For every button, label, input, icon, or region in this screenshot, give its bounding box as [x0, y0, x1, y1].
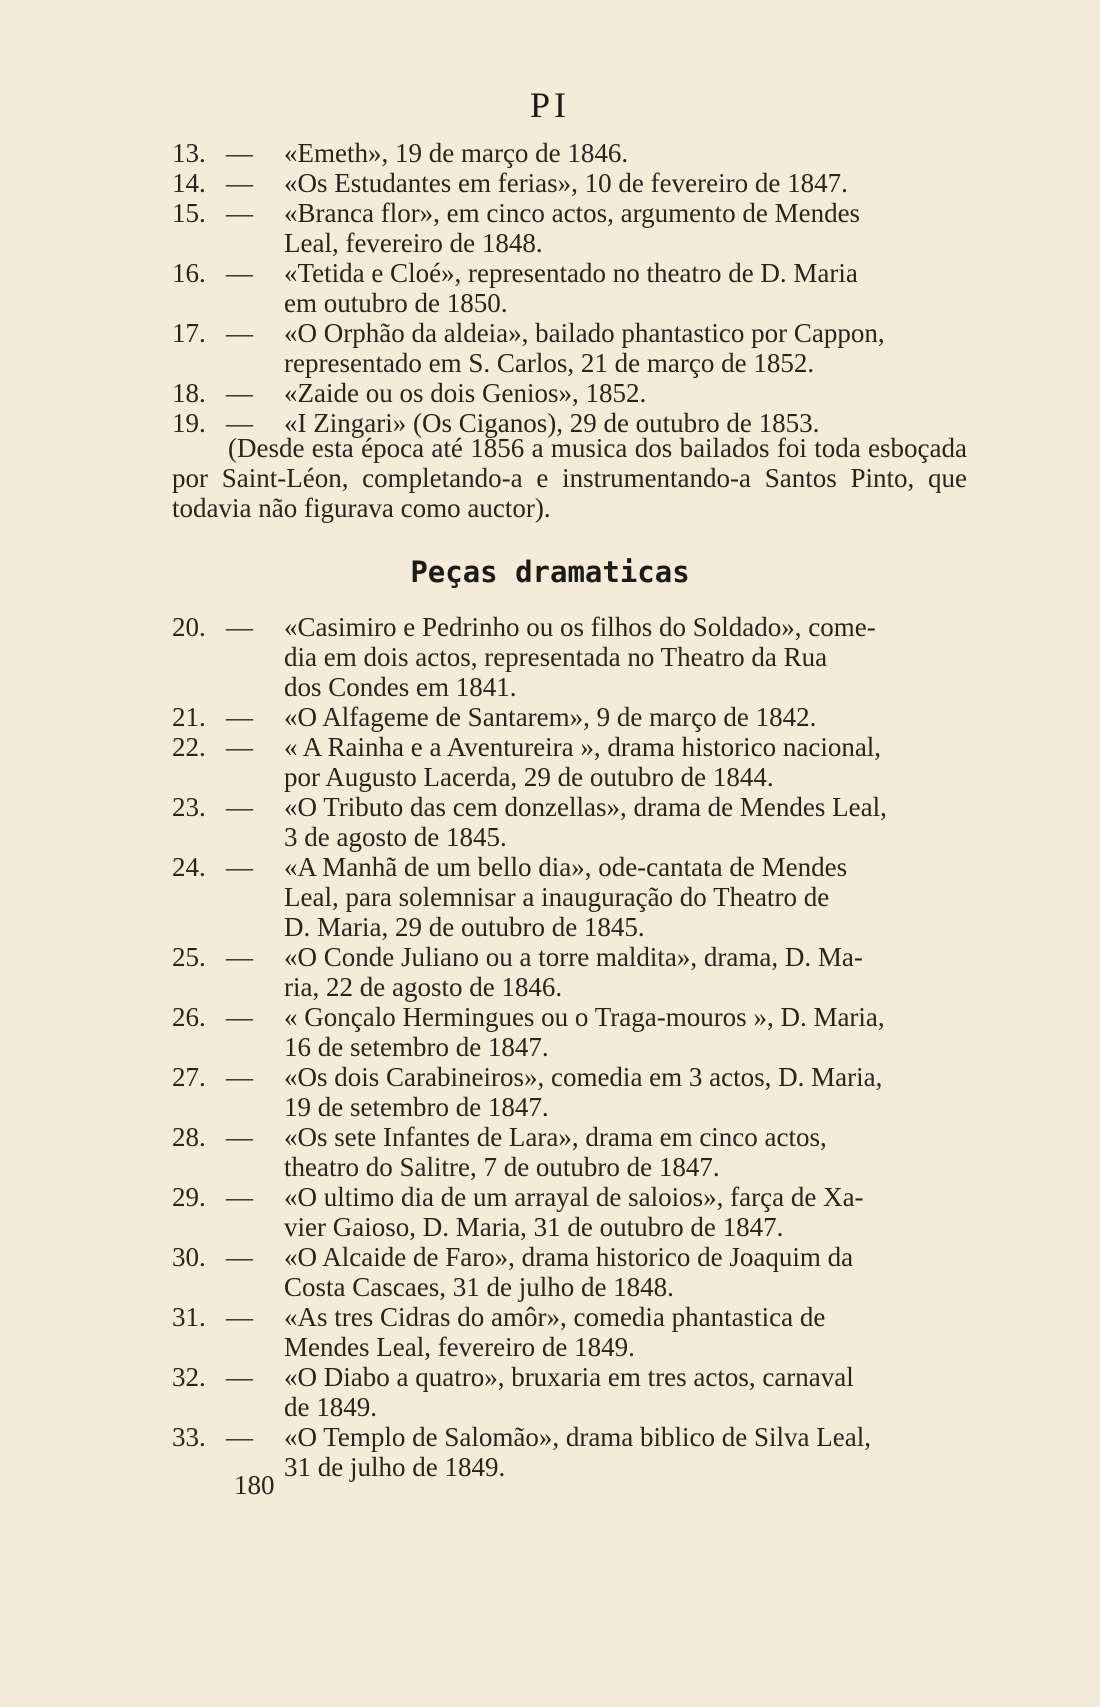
- entry-line: 16 de setembro de 1847.: [284, 1032, 549, 1062]
- list-item: [172, 1422, 967, 1482]
- entry-dash: —: [226, 702, 253, 732]
- entry-dash: —: [226, 1182, 253, 1212]
- entry-line: «Tetida e Cloé», representado no theatro de D. Maria: [284, 258, 858, 288]
- entry-line: dos Condes em 1841.: [284, 672, 517, 702]
- entry-dash: —: [226, 942, 253, 972]
- entry-line: por Augusto Lacerda, 29 de outubro de 1844.: [284, 762, 774, 792]
- entry-line: 19 de setembro de 1847.: [284, 1092, 549, 1122]
- list-item: [172, 198, 967, 258]
- entry-line: «As tres Cidras do amôr», comedia phantastica de: [284, 1302, 826, 1332]
- entry-number: 25.: [172, 942, 206, 972]
- note-text: (Desde esta época até 1856 a musica dos bailados foi toda esboçada por Saint-Léon, completando-a e instrumentando-a Santos Pinto, que todavia não figurava como auctor).: [172, 433, 967, 523]
- list-item: [172, 1242, 967, 1302]
- entry-number: 23.: [172, 792, 206, 822]
- entry-text: [284, 1302, 967, 1362]
- entry-number: 20.: [172, 612, 206, 642]
- entry-dash: —: [226, 1422, 253, 1452]
- plays-list: [172, 612, 967, 1482]
- entry-line: Mendes Leal, fevereiro de 1849.: [284, 1332, 635, 1362]
- entry-dash: —: [226, 792, 253, 822]
- list-item: [172, 1302, 967, 1362]
- entry-line: de 1849.: [284, 1392, 377, 1422]
- list-item: [172, 378, 967, 408]
- entry-line: «Os Estudantes em ferias», 10 de fevereiro de 1847.: [284, 168, 848, 198]
- entry-line: «Emeth», 19 de março de 1846.: [284, 138, 629, 168]
- entry-number: 24.: [172, 852, 206, 882]
- entry-line: Leal, para solemnisar a inauguração do Theatro de: [284, 882, 830, 912]
- entry-line: D. Maria, 29 de outubro de 1845.: [284, 912, 645, 942]
- entry-number: 33.: [172, 1422, 206, 1452]
- entry-text: [284, 1182, 967, 1242]
- entry-text: [284, 942, 967, 1002]
- entry-number: 16.: [172, 258, 206, 288]
- entry-line: 31 de julho de 1849.: [284, 1452, 506, 1482]
- list-item: [172, 942, 967, 1002]
- entry-dash: —: [226, 1062, 253, 1092]
- entry-line: «O ultimo dia de um arrayal de saloios», farça de Xa-: [284, 1182, 864, 1212]
- entry-line: «A Manhã de um bello dia», ode-cantata de Mendes: [284, 852, 848, 882]
- entry-line: «O Alcaide de Faro», drama historico de Joaquim da: [284, 1242, 854, 1272]
- entry-text: [284, 1242, 967, 1302]
- entry-line: «I Zingari» (Os Ciganos), 29 de outubro de 1853.: [284, 408, 820, 438]
- entry-text: [284, 1422, 967, 1482]
- entry-dash: —: [226, 852, 253, 882]
- list-item: [172, 612, 967, 702]
- entry-text: [284, 612, 967, 702]
- entry-number: 14.: [172, 168, 206, 198]
- list-item: [172, 168, 967, 198]
- entry-line: «Casimiro e Pedrinho ou os filhos do Soldado», come-: [284, 612, 876, 642]
- entry-dash: —: [226, 612, 253, 642]
- entry-text: [284, 732, 967, 792]
- entry-text: [284, 378, 967, 408]
- editorial-note: [172, 433, 967, 523]
- entry-line: em outubro de 1850.: [284, 288, 508, 318]
- entry-line: representado em S. Carlos, 21 de março de 1852.: [284, 348, 815, 378]
- entry-text: [284, 258, 967, 318]
- entry-text: [284, 1122, 967, 1182]
- list-item: [172, 258, 967, 318]
- list-item: [172, 138, 967, 168]
- list-item: [172, 1002, 967, 1062]
- list-item: [172, 702, 967, 732]
- entry-line: «O Alfageme de Santarem», 9 de março de 1842.: [284, 702, 817, 732]
- entry-dash: —: [226, 1002, 253, 1032]
- list-item: [172, 732, 967, 792]
- ballet-list: [172, 138, 967, 438]
- entry-line: dia em dois actos, representada no Theatro da Rua: [284, 642, 828, 672]
- entry-text: [284, 1002, 967, 1062]
- entry-dash: —: [226, 732, 253, 762]
- entry-text: [284, 198, 967, 258]
- list-item: [172, 1182, 967, 1242]
- entry-line: vier Gaioso, D. Maria, 31 de outubro de 1847.: [284, 1212, 784, 1242]
- entry-dash: —: [226, 1122, 253, 1152]
- entry-number: 21.: [172, 702, 206, 732]
- entry-dash: —: [226, 408, 253, 438]
- entry-text: [284, 318, 967, 378]
- entry-dash: —: [226, 138, 253, 168]
- entry-line: «Os dois Carabineiros», comedia em 3 actos, D. Maria,: [284, 1062, 883, 1092]
- entry-line: «Zaide ou os dois Genios», 1852.: [284, 378, 647, 408]
- entry-line: theatro do Salitre, 7 de outubro de 1847.: [284, 1152, 720, 1182]
- list-item: [172, 318, 967, 378]
- entry-line: 3 de agosto de 1845.: [284, 822, 507, 852]
- entry-dash: —: [226, 318, 253, 348]
- entry-number: 19.: [172, 408, 206, 438]
- entry-text: [284, 1362, 967, 1422]
- entry-line: « A Rainha e a Aventureira », drama historico nacional,: [284, 732, 882, 762]
- list-item: [172, 1122, 967, 1182]
- entry-line: Leal, fevereiro de 1848.: [284, 228, 543, 258]
- entry-dash: —: [226, 198, 253, 228]
- entry-number: 31.: [172, 1302, 206, 1332]
- entry-line: «Branca flor», em cinco actos, argumento de Mendes: [284, 198, 861, 228]
- entry-number: 17.: [172, 318, 206, 348]
- entry-line: «O Tributo das cem donzellas», drama de Mendes Leal,: [284, 792, 887, 822]
- running-header: PI: [529, 85, 570, 125]
- list-item: [172, 792, 967, 852]
- entry-number: 13.: [172, 138, 206, 168]
- entry-line: ria, 22 de agosto de 1846.: [284, 972, 563, 1002]
- entry-number: 27.: [172, 1062, 206, 1092]
- entry-line: «O Orphão da aldeia», bailado phantastico por Cappon,: [284, 318, 885, 348]
- entry-dash: —: [226, 378, 253, 408]
- entry-line: «Os sete Infantes de Lara», drama em cinco actos,: [284, 1122, 827, 1152]
- entry-number: 15.: [172, 198, 206, 228]
- entry-text: [284, 792, 967, 852]
- entry-line: Costa Cascaes, 31 de julho de 1848.: [284, 1272, 674, 1302]
- entry-text: [284, 702, 967, 732]
- entry-line: «O Diabo a quatro», bruxaria em tres actos, carnaval: [284, 1362, 854, 1392]
- entry-text: [284, 852, 967, 942]
- entry-line: « Gonçalo Hermingues ou o Traga-mouros », D. Maria,: [284, 1002, 885, 1032]
- page-number: 180: [234, 1470, 275, 1500]
- entry-dash: —: [226, 168, 253, 198]
- entry-text: [284, 1062, 967, 1122]
- entry-number: 26.: [172, 1002, 206, 1032]
- entry-number: 32.: [172, 1362, 206, 1392]
- entry-dash: —: [226, 1362, 253, 1392]
- entry-line: «O Templo de Salomão», drama biblico de Silva Leal,: [284, 1422, 871, 1452]
- entry-number: 22.: [172, 732, 206, 762]
- entry-line: «O Conde Juliano ou a torre maldita», drama, D. Ma-: [284, 942, 863, 972]
- entry-number: 18.: [172, 378, 206, 408]
- entry-dash: —: [226, 1302, 253, 1332]
- entry-dash: —: [226, 258, 253, 288]
- list-item: [172, 1362, 967, 1422]
- list-item: [172, 1062, 967, 1122]
- list-item: [172, 852, 967, 942]
- entry-number: 30.: [172, 1242, 206, 1272]
- entry-text: [284, 138, 967, 168]
- entry-text: [284, 168, 967, 198]
- section-title: Peças dramaticas: [410, 555, 690, 589]
- entry-dash: —: [226, 1242, 253, 1272]
- entry-number: 28.: [172, 1122, 206, 1152]
- entry-number: 29.: [172, 1182, 206, 1212]
